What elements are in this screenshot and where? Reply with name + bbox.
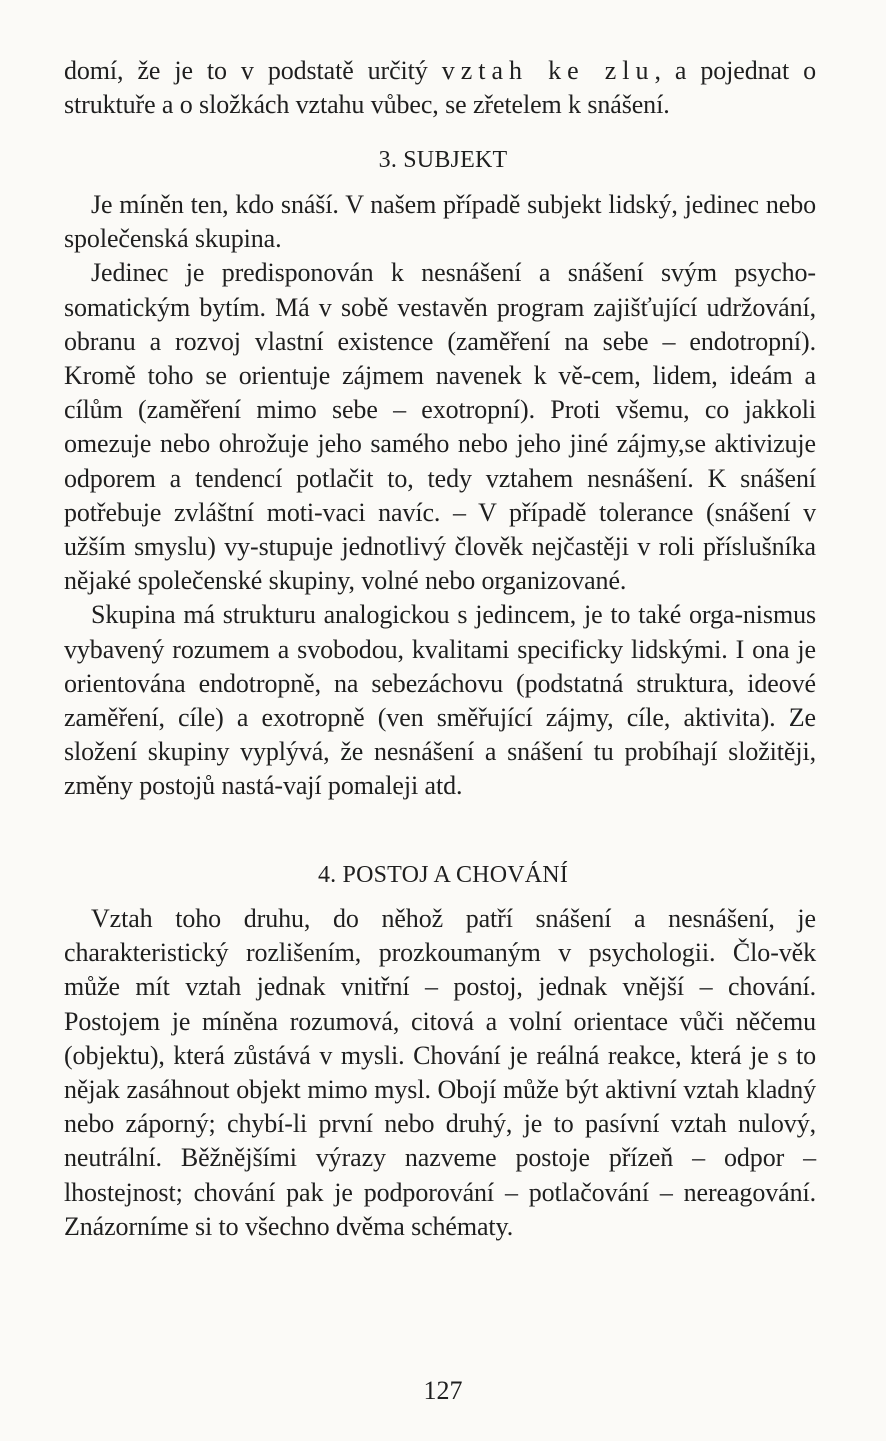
section-subject-body <box>64 188 816 804</box>
postoj-paragraph-1: Vztah toho druhu, do něhož patří snášení a nesnášení, je charakteristický rozlišením, prozkoumaným v psychologii. Člo-věk může mít vztah jednak vnitřní – postoj, jednak vnější – chování. Postojem je míněna rozumová, citová a volní orientace vůči něčemu (objektu), která zůstává v mysli. Chování je reálná reakce, která je s to nějak zasáhnout objekt mimo mysl. Obojí může být aktivní vztah kladný nebo záporný; chybí-li první nebo druhý, je to pasívní vztah nulový, neutrální. Běžnějšími výrazy nazveme postoje přízeň – odpor – lhostejnost; chování pak je podporování – potlačování – nereagování. Znázorníme si to všechno dvěma schématy. <box>64 904 816 1241</box>
subject-paragraph-1: Je míněn ten, kdo snáší. V našem případě subjekt lidský, jedinec nebo společenská skupina. <box>64 190 816 254</box>
intro-emphasis: vztah ke zlu <box>441 56 655 85</box>
section-heading-subject: 3. SUBJEKT <box>378 147 508 173</box>
intro-text-after: , a pojednat o struktuře a o složkách vztahu vůbec, se zřetelem k snášení. <box>64 56 816 120</box>
subject-paragraph-3: Skupina má strukturu analogickou s jedincem, je to také orga-nismus vybavený rozumem a svobodou, kvalitami specificky lidskými. I ona je orientována endotropně, na sebezáchovu (podstatná struktura, ideové zaměření, cíle) a exotropně (ven směřující zájmy, cíle, aktivita). Ze složení skupiny vyplývá, že nesnášení a snášení tu probíhají složitěji, změny postojů nastá-vají pomaleji atd. <box>64 600 816 801</box>
subject-paragraph-2: Jedinec je predisponován k nesnášení a snášení svým psycho-somatickým bytím. Má v sobě vestavěn program zajišťující udržování, obranu a rozvoj vlastní existence (zaměření na sebe – endotropní). Kromě toho se orientuje zájmem navenek k vě-cem, lidem, ideám a cílům (zaměření mimo sebe – exotropní). Proti všemu, co jakkoli omezuje nebo ohrožuje jeho samého nebo jeho jiné zájmy,se aktivizuje odporem a tendencí potlačit to, tedy vztahem nesnášení. K snášení potřebuje zvláštní moti-vaci navíc. – V případě tolerance (snášení v užším smyslu) vy-stupuje jednotlivý člověk nejčastěji v roli příslušníka nějaké společenské skupiny, volné nebo organizované. <box>64 258 816 596</box>
page-number: 127 <box>423 1376 463 1405</box>
section-heading-postoj: 4. POSTOJ A CHOVÁNÍ <box>317 862 569 888</box>
section-postoj-body <box>64 902 816 1244</box>
intro-paragraph <box>64 54 816 122</box>
intro-text-before: domí, že je to v podstatě určitý <box>64 56 442 85</box>
